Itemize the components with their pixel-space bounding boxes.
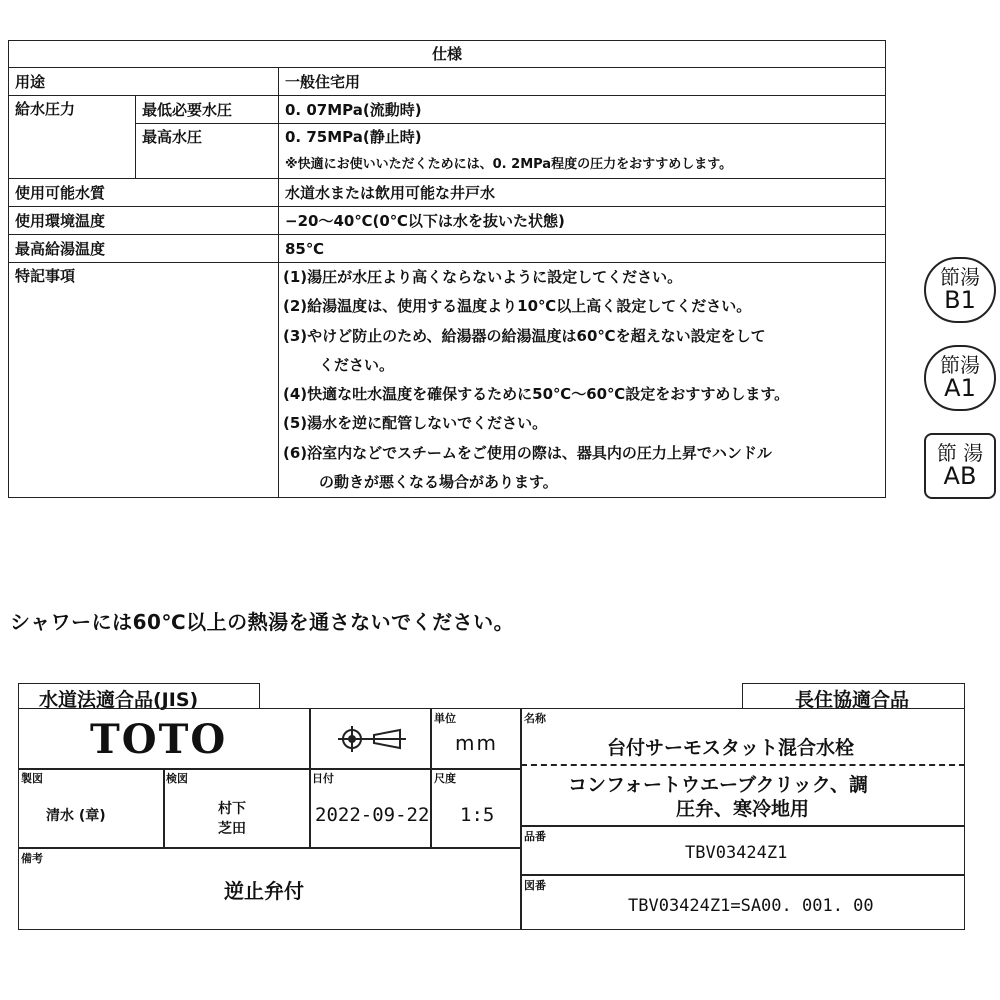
name-value-line2: 圧弁、寒冷地用 (676, 798, 810, 820)
chojukyo-label: 長住協適合品 (795, 689, 910, 711)
note-line: の動きが悪くなる場合があります。 (319, 473, 558, 492)
env-temp-label: 使用環境温度 (9, 207, 279, 235)
part-label: 品番 (524, 830, 546, 843)
max-pressure-cell (279, 124, 886, 179)
jis-box (18, 683, 260, 709)
drawing-value: TBV03424Z1=SA00. 001. 00 (628, 896, 874, 916)
usage-value: 一般住宅用 (279, 68, 886, 96)
chojukyo-box (742, 683, 965, 709)
badge-bottom: B1 (944, 285, 976, 314)
name-value: 台付サーモスタット混合水栓 (607, 737, 855, 759)
env-temp-value: −20〜40℃(0℃以下は水を抜いた状態) (279, 207, 886, 235)
unit-value: mm (455, 731, 498, 755)
water-quality-label: 使用可能水質 (9, 179, 279, 207)
note-line: (2)給湯温度は、使用する温度より10℃以上高く設定してください。 (283, 297, 752, 316)
checked-label: 検図 (166, 772, 188, 785)
max-pressure-value: 0. 75MPa(静止時) (285, 128, 422, 146)
date-label: 日付 (312, 772, 334, 785)
max-pressure-label: 最高水圧 (136, 124, 279, 179)
remarks-label: 備考 (21, 852, 43, 865)
badge-a1 (924, 345, 996, 411)
divider (309, 708, 311, 848)
spec-title: 仕様 (9, 41, 886, 68)
badge-bottom: AB (943, 461, 977, 490)
max-hot-value: 85℃ (279, 235, 886, 263)
checked-value-2: 芝田 (218, 821, 246, 837)
note-line: (1)湯圧が水圧より高くならないように設定してください。 (283, 268, 683, 286)
note-line: (6)浴室内などでスチームをご使用の際は、器具内の圧力上昇でハンドル (283, 443, 772, 462)
divider (18, 847, 521, 849)
drawn-value: 清水 (章) (46, 808, 106, 824)
badge-top: 節 湯 (936, 440, 984, 465)
name-value-line1: コンフォートウエーブクリック、調 (568, 774, 869, 796)
note-line: (3)やけど防止のため、給湯器の給湯温度は60℃を超えない設定をして (283, 326, 766, 345)
drawn-label: 製図 (21, 772, 43, 785)
max-pressure-note: ※快適にお使いいただくためには、0. 2MPa程度の圧力をおすすめします。 (285, 157, 733, 172)
scale-value: 1:5 (460, 804, 495, 826)
usage-label: 用途 (9, 68, 279, 96)
unit-label: 単位 (434, 712, 456, 725)
warning-text: シャワーには60℃以上の熱湯を通さないでください。 (10, 610, 515, 634)
notes-cell (279, 263, 886, 498)
part-value: TBV03424Z1 (685, 843, 788, 863)
divider (521, 874, 965, 876)
note-line: (5)湯水を逆に配管しないでください。 (283, 414, 548, 433)
projection-symbol-icon (338, 724, 406, 754)
water-quality-value: 水道水または飲用可能な井戸水 (279, 179, 886, 207)
scale-label: 尺度 (434, 772, 456, 785)
badge-bottom: A1 (944, 373, 976, 402)
note-line: ください。 (319, 355, 395, 374)
name-label: 名称 (524, 712, 546, 725)
brand-logo: TOTO (90, 716, 228, 763)
divider (521, 825, 965, 827)
note-line: (4)快適な吐水温度を確保するために50℃〜60℃設定をおすすめします。 (283, 385, 790, 404)
divider (163, 768, 165, 848)
divider (520, 708, 522, 930)
badge-b1 (924, 257, 996, 323)
pressure-label: 給水圧力 (9, 96, 136, 179)
min-pressure-value: 0. 07MPa(流動時) (279, 96, 886, 124)
badge-top: 節湯 (940, 264, 980, 289)
remarks-value: 逆止弁付 (224, 879, 304, 903)
spec-table (8, 40, 886, 498)
date-value: 2022-09-22 (315, 804, 430, 826)
notes-label: 特記事項 (9, 263, 279, 498)
badge-top: 節湯 (940, 352, 980, 377)
dashed-divider (521, 764, 965, 766)
jis-label: 水道法適合品(JIS) (39, 689, 199, 711)
checked-value-1: 村下 (218, 801, 246, 817)
divider (430, 708, 432, 848)
drawing-label: 図番 (524, 879, 546, 892)
min-pressure-label: 最低必要水圧 (136, 96, 279, 124)
badge-ab (924, 433, 996, 499)
max-hot-label: 最高給湯温度 (9, 235, 279, 263)
